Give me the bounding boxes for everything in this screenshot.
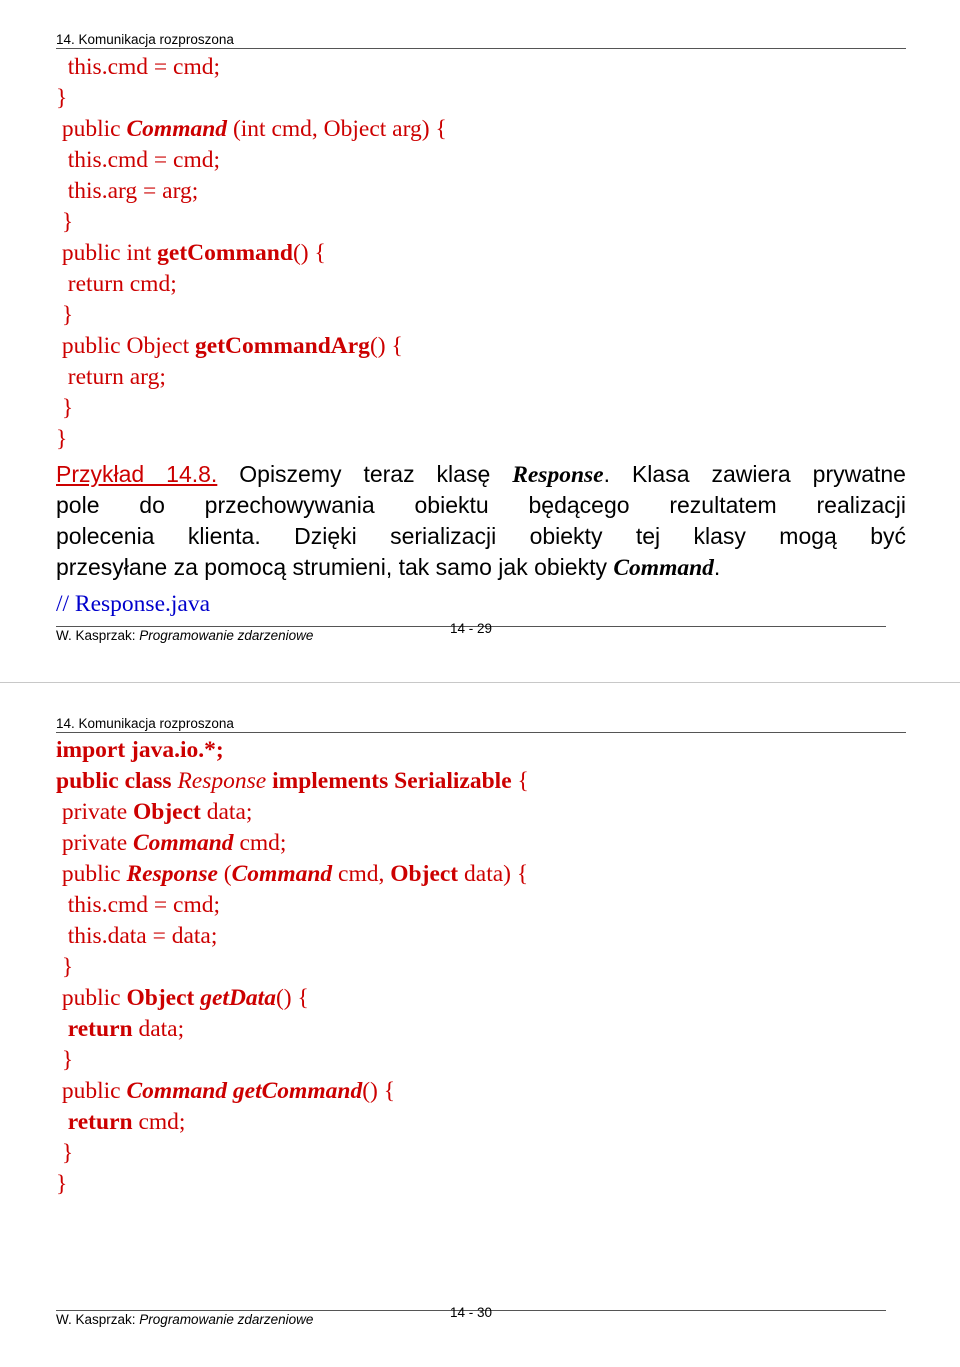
- code-line: [56, 828, 906, 859]
- code-token: cmd;: [233, 830, 287, 856]
- code-token: [56, 1016, 68, 1042]
- code-token: Response: [177, 768, 267, 794]
- code-token: }: [56, 1047, 74, 1073]
- paragraph-text: .: [713, 554, 721, 580]
- code-block: [56, 735, 906, 1200]
- code-line: [56, 300, 906, 331]
- code-token: cmd;: [132, 1109, 186, 1135]
- code-line: [56, 176, 906, 207]
- class-name: Response: [512, 462, 604, 488]
- code-token: Object: [126, 985, 195, 1011]
- code-token: {: [511, 768, 529, 794]
- code-token: Object: [133, 799, 201, 825]
- code-token: Object: [390, 861, 459, 887]
- page-number: 14 - 29: [450, 621, 493, 636]
- code-line: [56, 1045, 906, 1076]
- code-token: }: [56, 302, 74, 328]
- code-line: [56, 797, 906, 828]
- code-comment: // Response.java: [56, 591, 211, 617]
- code-line: [56, 269, 906, 300]
- code-token: public: [56, 1078, 127, 1104]
- page-number: 14 - 30: [450, 1305, 493, 1320]
- code-line: [56, 145, 906, 176]
- slide-footer: [56, 1305, 886, 1327]
- code-token: return: [67, 1016, 133, 1042]
- code-token: () {: [369, 333, 403, 359]
- code-line: [56, 735, 906, 766]
- code-token: cmd,: [332, 861, 391, 887]
- slide-footer: [56, 621, 886, 643]
- code-token: this.arg = arg;: [56, 178, 199, 204]
- code-line: [56, 238, 906, 269]
- footer-author: [56, 628, 313, 643]
- code-token: Command: [133, 830, 234, 856]
- code-token: }: [56, 395, 74, 421]
- code-token: import java.io.*;: [56, 737, 224, 763]
- code-token: }: [56, 954, 74, 980]
- paragraph-line: [56, 552, 906, 583]
- code-token: () {: [292, 240, 326, 266]
- code-token: Command: [126, 116, 228, 142]
- paragraph-line: [56, 459, 906, 490]
- code-token: public class: [56, 768, 172, 794]
- code-token: getData: [200, 985, 276, 1011]
- code-line: [56, 114, 906, 145]
- slide-page-30: [0, 684, 960, 1367]
- code-line: [56, 766, 906, 797]
- code-token: public: [56, 116, 127, 142]
- code-token: public: [56, 985, 127, 1011]
- slide-header: 14. Komunikacja rozproszona: [56, 32, 906, 49]
- code-token: data) {: [458, 861, 529, 887]
- code-line: [56, 83, 906, 114]
- paragraph-text: . Klasa zawiera prywatne: [603, 461, 906, 487]
- code-line: [56, 362, 906, 393]
- code-block: [56, 52, 906, 455]
- code-line: [56, 983, 906, 1014]
- code-token: }: [56, 1140, 74, 1166]
- code-line: [56, 393, 906, 424]
- code-token: () {: [275, 985, 309, 1011]
- code-token: private: [56, 830, 133, 856]
- code-token: }: [56, 1171, 68, 1197]
- paragraph-line: polecenia klienta. Dzięki serializacji obiekty tej klasy mogą być: [56, 523, 906, 549]
- code-line: [56, 331, 906, 362]
- example-paragraph: [56, 459, 906, 583]
- code-token: data;: [132, 1016, 185, 1042]
- code-line: [56, 424, 906, 455]
- example-label[interactable]: Przykład 14.8.: [56, 461, 218, 487]
- code-token: this.cmd = cmd;: [56, 892, 221, 918]
- code-token: getCommand: [157, 240, 293, 266]
- code-token: Command: [231, 861, 333, 887]
- paragraph-line: pole do przechowywania obiektu będącego rezultatem realizacji: [56, 492, 906, 518]
- footer-author: [56, 1312, 313, 1327]
- code-token: private: [56, 799, 133, 825]
- class-name: Command: [613, 555, 714, 581]
- author-name: W. Kasprzak:: [56, 1312, 136, 1327]
- slide-header: 14. Komunikacja rozproszona: [56, 716, 906, 733]
- code-line: [56, 1169, 906, 1200]
- code-token: data;: [200, 799, 253, 825]
- code-line: [56, 1014, 906, 1045]
- code-line: [56, 1107, 906, 1138]
- code-token: public int: [56, 240, 158, 266]
- code-token: () {: [362, 1078, 396, 1104]
- code-line: [56, 859, 906, 890]
- course-title: Programowanie zdarzeniowe: [139, 628, 314, 643]
- code-token: return: [67, 1109, 133, 1135]
- code-line: [56, 207, 906, 238]
- code-token: implements Serializable: [272, 768, 512, 794]
- code-line: [56, 1076, 906, 1107]
- code-token: }: [56, 426, 68, 452]
- code-line: [56, 921, 906, 952]
- code-token: Response: [126, 861, 218, 887]
- code-line: [56, 952, 906, 983]
- code-token: public Object: [56, 333, 196, 359]
- code-token: this.cmd = cmd;: [56, 54, 221, 80]
- code-token: this.cmd = cmd;: [56, 147, 221, 173]
- code-line: [56, 1138, 906, 1169]
- code-token: [56, 1109, 68, 1135]
- code-token: }: [56, 85, 68, 111]
- code-token: (int cmd, Object arg) {: [227, 116, 447, 142]
- paragraph-text: Opiszemy teraz klasę: [217, 461, 513, 487]
- paragraph-text: przesyłane za pomocą strumieni, tak samo jak obiekty: [56, 554, 614, 580]
- course-title: Programowanie zdarzeniowe: [139, 1312, 314, 1327]
- code-token: Command getCommand: [126, 1078, 363, 1104]
- slide-page-29: [0, 0, 960, 683]
- code-token: public: [56, 861, 127, 887]
- code-line: [56, 890, 906, 921]
- code-token: getCommandArg: [195, 333, 370, 359]
- code-token: this.data = data;: [56, 923, 218, 949]
- author-name: W. Kasprzak:: [56, 628, 136, 643]
- code-token: return arg;: [56, 364, 166, 390]
- code-token: (: [217, 861, 232, 887]
- code-token: return cmd;: [56, 271, 177, 297]
- code-token: }: [56, 209, 74, 235]
- code-line: [56, 52, 906, 83]
